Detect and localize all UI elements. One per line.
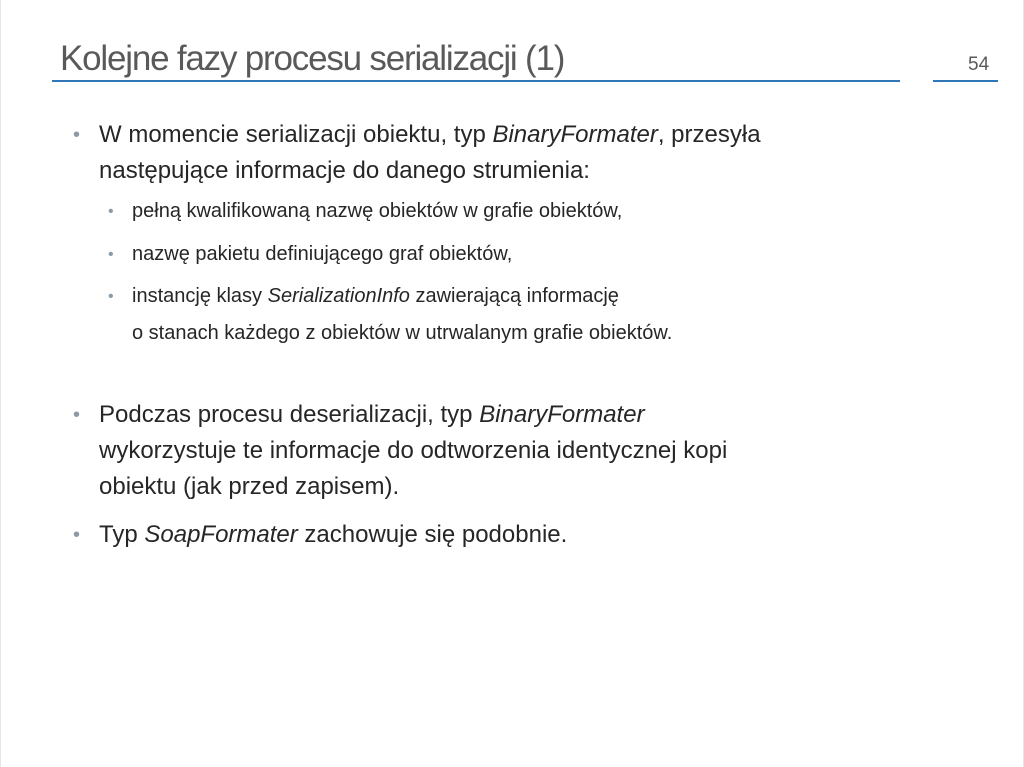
bullet-marker: • — [73, 404, 81, 426]
text-run: , przesyła — [657, 121, 761, 148]
type-name-serializationinfo: SerializationInfo — [267, 285, 410, 307]
bullet-marker: • — [73, 124, 81, 146]
bullet-line: następujące informacje do danego strumienia: — [99, 157, 590, 184]
sub-bullet-line — [132, 278, 672, 315]
type-name-binaryformater: BinaryFormater — [479, 401, 645, 428]
sub-bullet-item-3 — [108, 278, 673, 352]
bullet-line: wykorzystuje te informacje do odtworzenia identycznej kopi — [99, 437, 728, 464]
bullet-item-1 — [73, 117, 761, 189]
text-run: zachowuje się podobnie. — [297, 521, 568, 548]
bullet-marker: • — [73, 524, 81, 546]
sub-bullet-marker: • — [108, 288, 114, 305]
text-run: instancję klasy — [132, 285, 268, 307]
text-run: zawierającą informację — [409, 285, 619, 307]
slide-title: Kolejne fazy procesu serializacji (1) — [60, 39, 565, 78]
type-name-soapformater: SoapFormater — [144, 521, 298, 548]
text-run: Podczas procesu deserializacji, typ — [99, 401, 480, 428]
bullet-line — [99, 517, 567, 553]
sub-bullet-item-2 — [108, 236, 513, 273]
slide-number: 54 — [968, 54, 990, 75]
text-run: Typ — [99, 521, 145, 548]
bullet-item-2 — [73, 397, 728, 505]
sub-bullet-line: nazwę pakietu definiującego graf obiektów, — [132, 243, 513, 265]
sub-bullet-item-1 — [108, 193, 623, 230]
bullet-line — [99, 397, 727, 433]
bullet-item-3 — [73, 517, 568, 553]
sub-bullet-marker: • — [108, 246, 114, 263]
sub-bullet-marker: • — [108, 203, 114, 220]
bullet-line: obiektu (jak przed zapisem). — [99, 473, 400, 500]
sub-bullet-line: o stanach każdego z obiektów w utrwalanym grafie obiektów. — [132, 322, 673, 344]
type-name-binaryformater: BinaryFormater — [492, 121, 658, 148]
sub-bullet-line: pełną kwalifikowaną nazwę obiektów w grafie obiektów, — [132, 200, 623, 222]
text-run: W momencie serializacji obiektu, typ — [99, 121, 493, 148]
bullet-line — [99, 117, 761, 153]
